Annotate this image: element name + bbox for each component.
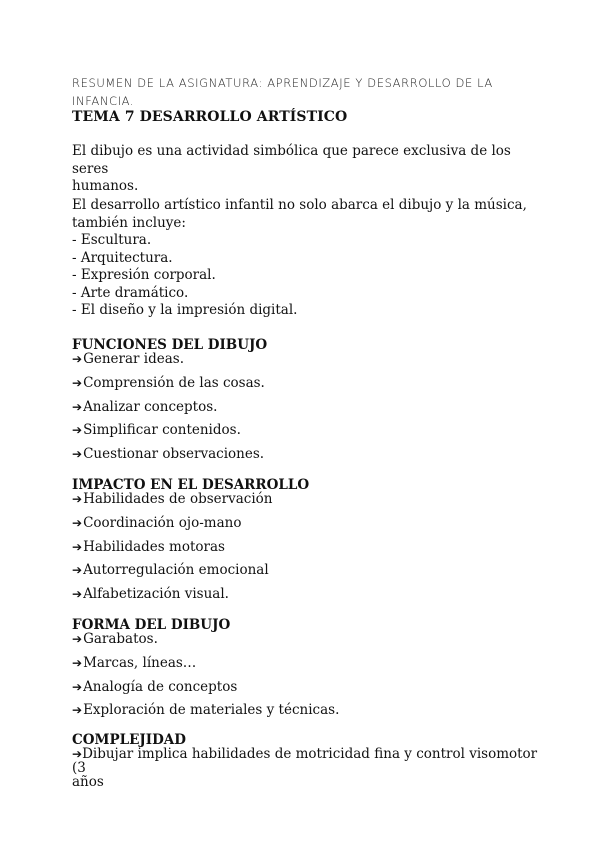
impact-heading: IMPACTO EN EL DESARROLLO	[72, 477, 310, 493]
form-heading: FORMA DEL DIBUJO	[72, 617, 231, 633]
complexity-text: ➔Dibujar implica habilidades de motricidad fina y control visomotor (3	[72, 746, 538, 776]
list-item: ➔Garabatos.	[72, 631, 158, 647]
development-line-1: El desarrollo artístico infantil no solo abarca el dibujo y la música,	[72, 197, 527, 213]
list-item: ➔Habilidades motoras	[72, 538, 225, 555]
arrow-right-icon: ➔	[72, 563, 83, 578]
header-line-1: RESUMEN DE LA ASIGNATURA: APRENDIZAJE Y DESARROLLO DE LA	[72, 76, 493, 90]
arrow-right-icon: ➔	[72, 515, 83, 530]
complexity-heading: COMPLEJIDAD	[72, 732, 186, 748]
list-item: ➔Exploración de materiales y técnicas.	[72, 702, 340, 719]
list-item: ➔Autorregulación emocional	[72, 562, 269, 579]
list-item: ➔Habilidades de observación	[72, 491, 273, 507]
list-item: ➔Coordinación ojo-mano	[72, 514, 242, 531]
list-item: ➔Analizar conceptos.	[72, 398, 218, 415]
arrow-right-icon: ➔	[72, 655, 83, 670]
arrow-right-icon: ➔	[72, 539, 83, 554]
functions-section	[72, 338, 542, 471]
intro-line-2: humanos.	[72, 178, 139, 194]
complexity-section	[72, 733, 542, 789]
arrow-right-icon: ➔	[72, 492, 83, 506]
functions-heading: FUNCIONES DEL DIBUJO	[72, 337, 268, 353]
list-item: ➔Analogía de conceptos	[72, 678, 238, 695]
arrow-right-icon: ➔	[72, 747, 83, 761]
course-summary-header	[72, 74, 512, 110]
arrow-right-icon: ➔	[72, 587, 83, 602]
arrow-right-icon: ➔	[72, 632, 83, 646]
dash-list-item: - Arte dramático.	[72, 284, 189, 301]
list-item: ➔Generar ideas.	[72, 351, 184, 367]
intro-line-1: El dibujo es una actividad simbólica que parece exclusiva de los seres	[72, 143, 511, 177]
header-line-2: INFANCIA.	[72, 94, 135, 108]
dash-list-item: - Expresión corporal.	[72, 267, 216, 283]
dash-list-item: - El diseño y la impresión digital.	[72, 302, 298, 318]
arrow-right-icon: ➔	[72, 679, 83, 694]
dash-list-item: - Arquitectura.	[72, 249, 173, 266]
form-section	[72, 618, 542, 727]
topic-title: TEMA 7 DESARROLLO ARTÍSTICO	[72, 109, 348, 125]
arrow-right-icon: ➔	[72, 447, 83, 462]
list-item: ➔Cuestionar observaciones.	[72, 446, 265, 463]
list-item: ➔Simplificar contenidos.	[72, 422, 241, 439]
impact-section	[72, 478, 542, 611]
development-line-2: también incluye:	[72, 214, 186, 231]
list-item: ➔Marcas, líneas…	[72, 654, 197, 671]
development-paragraph	[72, 197, 542, 320]
arrow-right-icon: ➔	[72, 352, 83, 366]
list-item: ➔Comprensión de las cosas.	[72, 374, 265, 391]
arrow-right-icon: ➔	[72, 423, 83, 438]
arrow-right-icon: ➔	[72, 703, 83, 718]
arrow-right-icon: ➔	[72, 399, 83, 414]
intro-paragraph	[72, 143, 542, 196]
complexity-text-line-2: años	[72, 774, 104, 790]
dash-list-item: - Escultura.	[72, 232, 152, 248]
list-item: ➔Alfabetización visual.	[72, 586, 229, 603]
arrow-right-icon: ➔	[72, 375, 83, 390]
